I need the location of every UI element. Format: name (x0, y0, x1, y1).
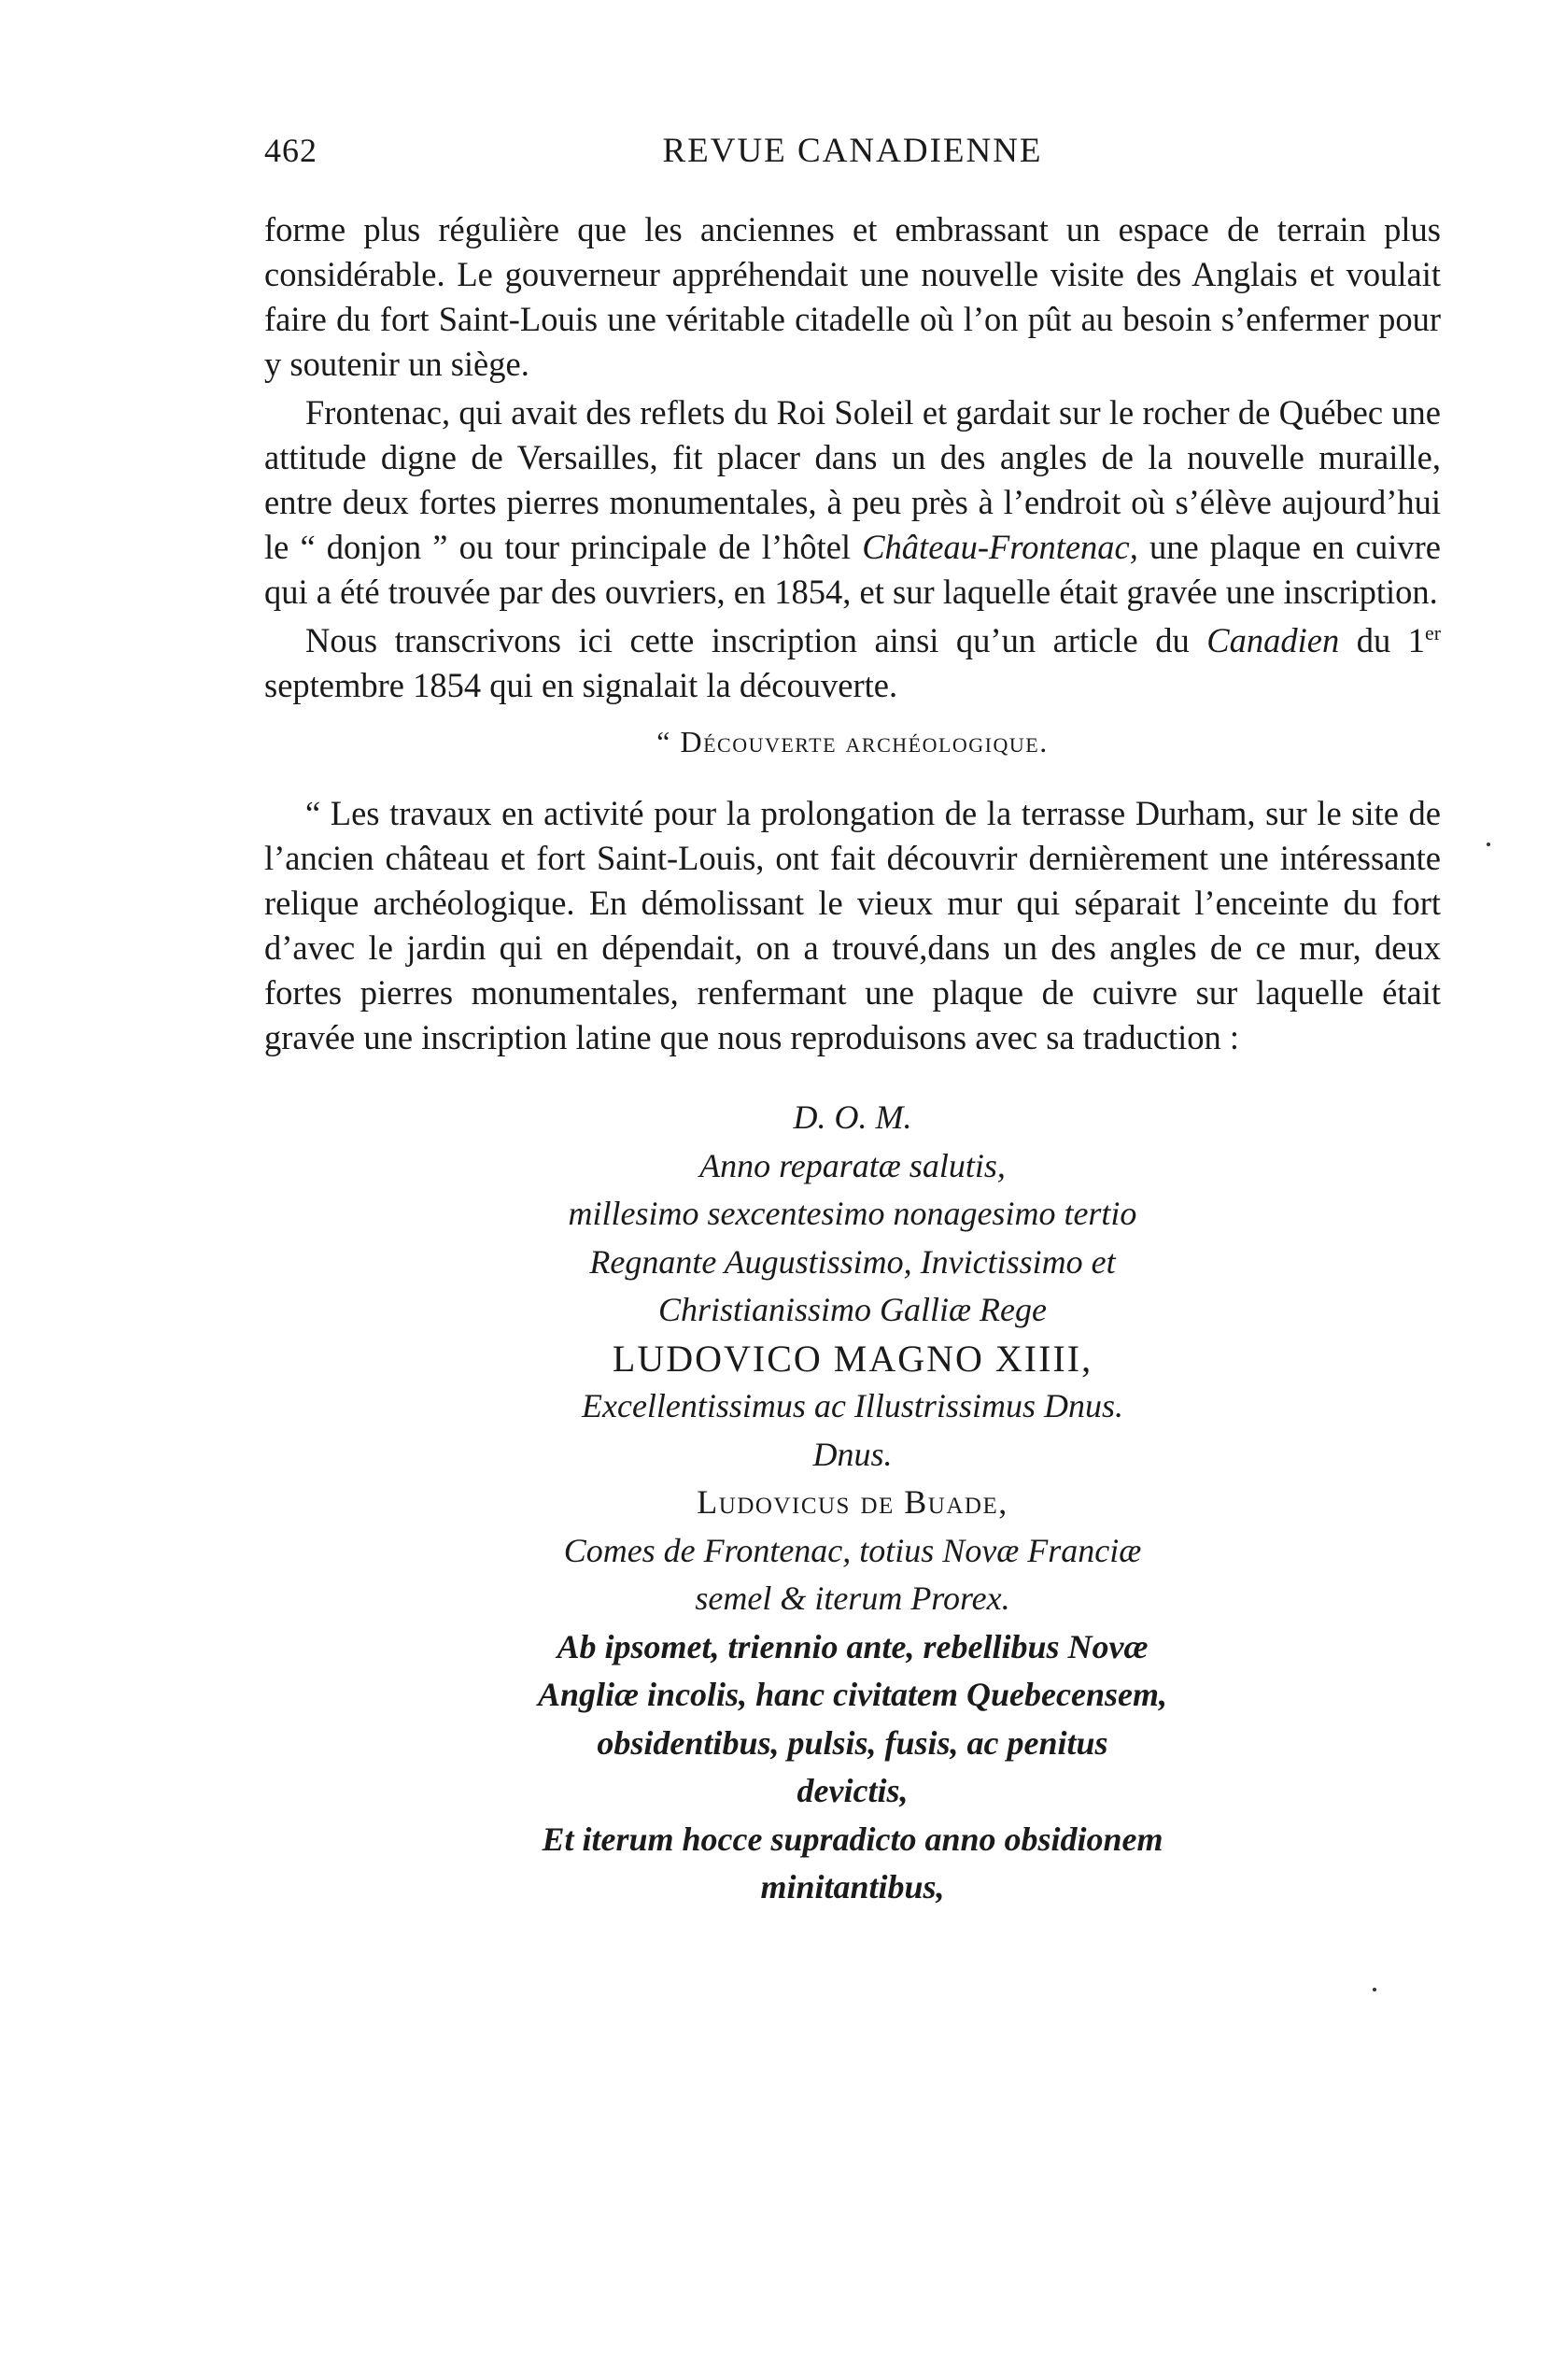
paragraph-3 (264, 618, 1441, 708)
inscription-line: Ludovicus de Buade, (697, 1483, 1008, 1521)
ordinal-superscript: er (1424, 620, 1441, 645)
inscription-line: semel & iterum Prorex. (695, 1580, 1010, 1617)
paragraph-2 (264, 390, 1441, 615)
inscription-line: Dnus. (812, 1435, 893, 1473)
inscription-line: D. O. M. (793, 1098, 912, 1136)
inscription-line: obsidentibus, pulsis, fusis, ac penitus (597, 1723, 1108, 1762)
page-header (264, 131, 1441, 187)
inscription-line: Ab ipsomet, triennio ante, rebellibus Novæ (557, 1627, 1149, 1665)
running-head: REVUE CANADIENNE (662, 132, 1043, 170)
inscription-line: Excellentissimus ac Illustrissimus Dnus. (582, 1387, 1123, 1424)
newspaper-name: Canadien (1206, 621, 1340, 659)
inscription-line: LUDOVICO MAGNO XIIII, (612, 1337, 1093, 1380)
paragraph-3-text-b: du 1 (1339, 621, 1425, 659)
print-speck (1373, 1988, 1376, 1991)
latin-inscription (264, 1094, 1441, 1912)
page-number: 462 (264, 132, 317, 169)
inscription-line: Et iterum hocce supradicto anno obsidionem (542, 1820, 1163, 1858)
hotel-name: Château-Frontenac, (862, 528, 1138, 566)
section-title-text: “ Découverte archéologique. (656, 725, 1049, 758)
paragraph-2-text-a: Frontenac, qui avait des reflets du Roi Soleil et gardait sur le rocher de Québec une attitude digne de Versailles, fit placer dans un des angles de la nouvelle muraille, entre deux fortes pierres monumentales, à peu près à l’endroit où s’élève aujourd’hui le “ donjon ” ou tour principale de l’hôtel (264, 393, 1441, 566)
inscription-line: minitantibus, (760, 1868, 945, 1905)
inscription-line: Anno reparatæ salutis, (699, 1146, 1006, 1184)
inscription-line: Angliæ incolis, hanc civitatem Quebecensem, (538, 1676, 1167, 1713)
paragraph-1: forme plus régulière que les anciennes et embrassant un espace de terrain plus considérable. Le gouverneur appréhendait une nouvelle visite des Anglais et voulait faire du fort Saint-Louis une véritable citadelle où l’on pût au besoin s’enfermer pour y soutenir un siège. (264, 210, 1441, 383)
inscription-line: Christianissimo Galliæ Rege (657, 1291, 1048, 1328)
paragraph-4: “ Les travaux en activité pour la prolongation de la terrasse Durham, sur le site de l’ancien château et fort Saint-Louis, ont fait découvrir dernièrement une intéressante relique archéologique. En démolissant le vieux mur qui séparait l’enceinte du fort d’avec le jardin qui en dépendait, on a trouvé,dans un des angles de ce mur, deux fortes pierres monumentales, renfermant une plaque de cuivre sur laquelle était gravée une inscription latine que nous reproduisons avec sa traduction : (264, 794, 1441, 1056)
section-title (264, 725, 1441, 759)
inscription-line: devictis, (797, 1772, 909, 1809)
inscription-line: Regnante Augustissimo, Invictissimo et (589, 1242, 1116, 1281)
print-speck (1487, 843, 1490, 846)
page-body (264, 207, 1441, 1912)
paragraph-3-text-c: septembre 1854 qui en signalait la découverte. (264, 666, 898, 704)
paragraph-2-text-b: une plaque en cuivre qui a été trouvée par des ouvriers, en 1854, et sur laquelle était gravée une inscription. (264, 528, 1441, 611)
inscription-line: Comes de Frontenac, totius Novæ Franciæ (563, 1531, 1142, 1569)
inscription-line: millesimo sexcentesimo nonagesimo tertio (568, 1195, 1137, 1232)
paragraph-3-text-a: Nous transcrivons ici cette inscription ainsi qu’un article du (305, 621, 1207, 659)
